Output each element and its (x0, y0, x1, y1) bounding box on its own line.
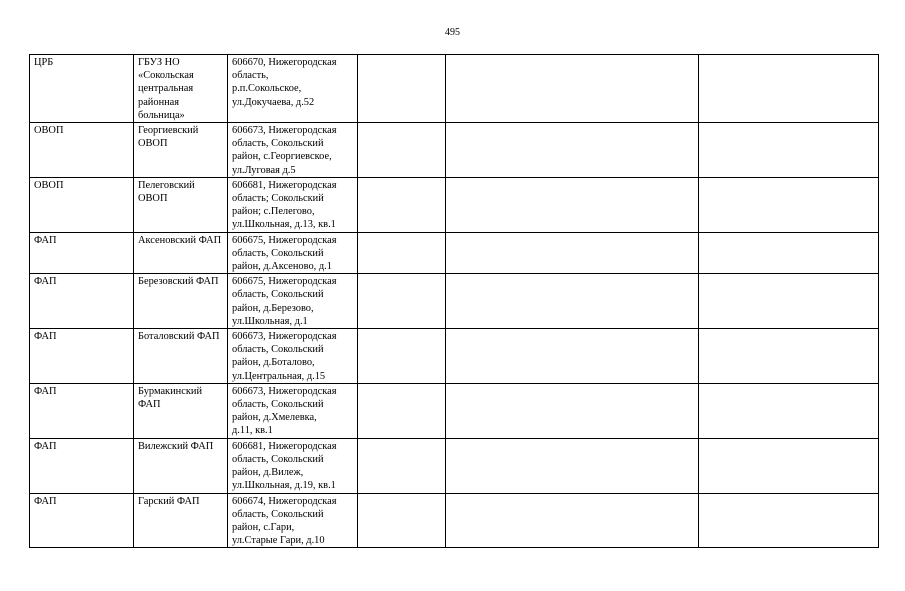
empty-cell (446, 493, 699, 548)
facility-address-cell (228, 383, 358, 438)
address-line: ул.Школьная, д.13, кв.1 (232, 219, 336, 231)
facility-name-cell: Боталовский ФАП (134, 329, 228, 384)
facility-address-cell (228, 123, 358, 178)
address-line: район, д.Березово, (232, 302, 314, 314)
facility-type-cell: ФАП (30, 493, 134, 548)
address-line: область, Сокольский (232, 247, 324, 259)
empty-cell (699, 383, 879, 438)
facility-type-cell: ФАП (30, 438, 134, 493)
facility-address-cell (228, 55, 358, 123)
address-line: область, Сокольский (232, 453, 324, 465)
table-row (30, 383, 879, 438)
facility-type-cell: ЦРБ (30, 55, 134, 123)
facility-name-cell: Березовский ФАП (134, 274, 228, 329)
facility-name-cell: Гарский ФАП (134, 493, 228, 548)
empty-cell (699, 329, 879, 384)
address-line: район; с.Пелегово, (232, 206, 315, 218)
address-line: ул.Центральная, д.15 (232, 370, 326, 382)
address-line: район, д.Хмелевка, (232, 412, 317, 424)
address-line: 606681, Нижегородская (232, 440, 337, 452)
address-line: ул.Луговая д.5 (232, 164, 296, 176)
empty-cell (699, 177, 879, 232)
page-number: 495 (445, 27, 460, 38)
facility-table (29, 54, 879, 548)
facility-address-cell (228, 274, 358, 329)
table-row (30, 438, 879, 493)
facility-name-cell: Аксеновский ФАП (134, 232, 228, 274)
address-line: район, с.Гари, (232, 521, 295, 533)
table-row (30, 232, 879, 274)
empty-cell (446, 123, 699, 178)
address-line: ул.Школьная, д.1 (232, 315, 308, 327)
facility-type-cell: ОВОП (30, 177, 134, 232)
facility-name-cell: Пелеговский ОВОП (134, 177, 228, 232)
facility-name-cell: Вилежский ФАП (134, 438, 228, 493)
facility-name-cell: Георгиевский ОВОП (134, 123, 228, 178)
address-line: район, с.Георгиевское, (232, 151, 332, 163)
address-line: район, д.Вилеж, (232, 467, 304, 479)
table-row (30, 55, 879, 123)
facility-type-cell: ФАП (30, 383, 134, 438)
address-line: 606673, Нижегородская (232, 385, 337, 397)
empty-cell (358, 123, 446, 178)
address-line: ул.Старые Гари, д.10 (232, 535, 325, 547)
address-line: область, (232, 70, 269, 82)
empty-cell (699, 274, 879, 329)
facility-address-cell (228, 329, 358, 384)
address-line: ул.Докучаева, д.52 (232, 96, 315, 108)
address-line: 606674, Нижегородская (232, 495, 337, 507)
address-line: область, Сокольский (232, 138, 324, 150)
address-line: область, Сокольский (232, 508, 324, 520)
empty-cell (358, 383, 446, 438)
empty-cell (446, 274, 699, 329)
facility-type-cell: ОВОП (30, 123, 134, 178)
facility-type-cell: ФАП (30, 274, 134, 329)
facility-name-cell: Бурмакинский ФАП (134, 383, 228, 438)
table-body (30, 55, 879, 548)
address-line: 606681, Нижегородская (232, 179, 337, 191)
empty-cell (446, 438, 699, 493)
address-line: 606670, Нижегородская (232, 57, 337, 68)
facility-address-cell (228, 438, 358, 493)
address-line: 606675, Нижегородская (232, 276, 337, 288)
facility-address-cell (228, 177, 358, 232)
empty-cell (699, 232, 879, 274)
address-line: район, д.Боталово, (232, 357, 315, 369)
empty-cell (446, 329, 699, 384)
table-row (30, 274, 879, 329)
empty-cell (699, 493, 879, 548)
address-line: область, Сокольский (232, 289, 324, 301)
address-line: р.п.Сокольское, (232, 83, 302, 95)
address-line: 606675, Нижегородская (232, 234, 337, 246)
empty-cell (446, 232, 699, 274)
empty-cell (358, 274, 446, 329)
table-row (30, 177, 879, 232)
table-row (30, 123, 879, 178)
empty-cell (358, 232, 446, 274)
empty-cell (446, 383, 699, 438)
address-line: область; Сокольский (232, 193, 324, 205)
table-row (30, 493, 879, 548)
empty-cell (699, 438, 879, 493)
facility-address-cell (228, 493, 358, 548)
empty-cell (358, 55, 446, 123)
facility-type-cell: ФАП (30, 232, 134, 274)
address-line: 606673, Нижегородская (232, 331, 337, 343)
empty-cell (358, 438, 446, 493)
empty-cell (699, 123, 879, 178)
facility-type-cell: ФАП (30, 329, 134, 384)
address-line: область, Сокольский (232, 399, 324, 411)
facility-address-cell (228, 232, 358, 274)
address-line: 606673, Нижегородская (232, 125, 337, 137)
address-line: район, д.Аксеново, д.1 (232, 261, 332, 273)
facility-name-cell: ГБУЗ НО «Сокольская центральная районная больница» (134, 55, 228, 123)
empty-cell (446, 177, 699, 232)
table-row (30, 329, 879, 384)
empty-cell (358, 493, 446, 548)
empty-cell (446, 55, 699, 123)
empty-cell (358, 329, 446, 384)
address-line: область, Сокольский (232, 344, 324, 356)
empty-cell (358, 177, 446, 232)
address-line: ул.Школьная, д.19, кв.1 (232, 480, 336, 492)
empty-cell (699, 55, 879, 123)
address-line: д.11, кв.1 (232, 425, 273, 437)
